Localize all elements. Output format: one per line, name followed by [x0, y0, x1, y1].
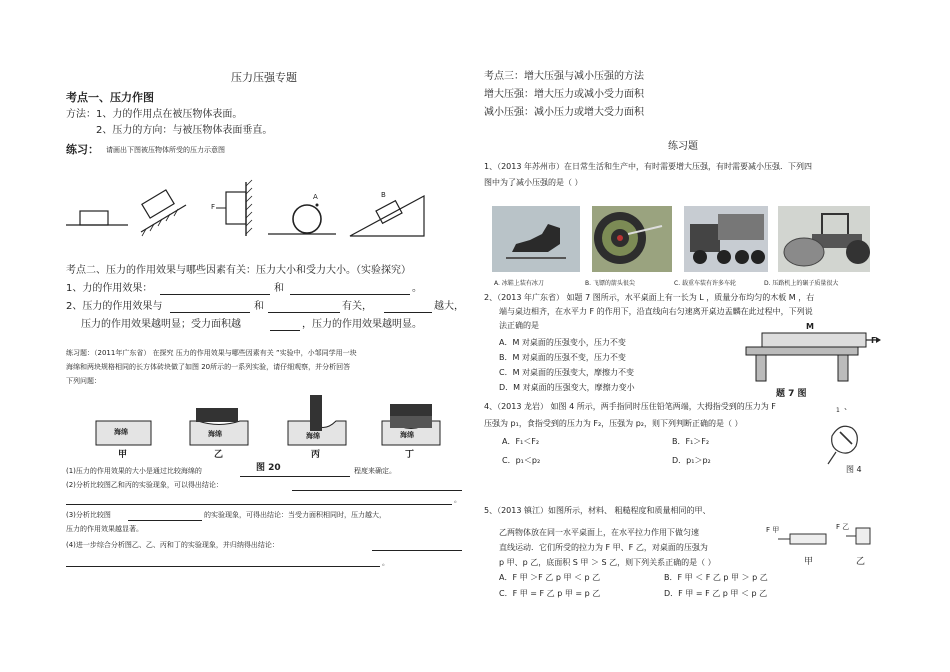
- q2-bigger: 越大，: [434, 301, 464, 312]
- page-title: 压力压强专题: [231, 71, 297, 84]
- fig7-caption: 题 7 图: [776, 389, 807, 399]
- r4-line1-sub: 1: [836, 407, 840, 414]
- caption-C: C. 载重车装有许多车轮: [674, 280, 737, 287]
- q1-end: 。: [412, 283, 422, 294]
- sponge-label-jia: 海绵: [114, 428, 128, 436]
- r5-option-D: D．F 甲 = F 乙 p 甲 ＜ p 乙: [664, 589, 768, 598]
- r5-line1: 5、（2013 镇江）如图所示，材料、 粗糙程度和质量相同的甲、: [484, 506, 711, 515]
- label-B: B: [381, 191, 386, 199]
- fig5-F-yi: F 乙: [836, 523, 850, 531]
- fig-label-bing: 丙: [311, 450, 321, 460]
- fig5-F-jia: F 甲: [766, 526, 780, 534]
- r1-line2: 图中为了减小压强的是（ ）: [484, 178, 583, 187]
- r5-option-B: B．F 甲 ＜ F 乙 p 甲 ＞ p 乙: [664, 573, 768, 582]
- subq3-mid: 的实验现象，可得出结论：当受力面积相同时，压力越大，: [204, 511, 386, 519]
- r5-line4: p 甲、p 乙，底面积 S 甲 ＞ S 乙，则下列关系正确的是（ ）: [499, 558, 716, 567]
- method-2: 2、压力的方向：与被压物体表面垂直。: [96, 125, 273, 136]
- r4-option-B: B．F₁＞F₂: [672, 437, 710, 446]
- practice-label: 练习：: [66, 143, 99, 156]
- fig-label-ding: 丁: [405, 450, 415, 460]
- q1-text: 1、力的作用效果：: [66, 283, 153, 294]
- fig7-M: M: [806, 322, 814, 331]
- block-yi: [856, 528, 870, 544]
- fig-label-yi: 乙: [214, 450, 224, 460]
- r4-option-A: A．F₁＜F₂: [502, 437, 540, 446]
- fig5-label-jia: 甲: [804, 557, 814, 567]
- r2-option-C: C．M 对桌面的压强变大，摩擦力不变: [499, 368, 635, 377]
- method-1: 方法：1、力的作用点在被压物体表面。: [66, 109, 243, 120]
- r4-line1: 4、（2013 龙岩） 如图 4 所示，两手指同时压住铅笔两端，大拇指受到的压力为 F: [484, 402, 776, 411]
- r5-option-A: A．F 甲 ＞F 乙 p 甲 ＜ p 乙: [499, 573, 601, 582]
- caption-A: A. 冰鞋上装有冰刀: [494, 280, 544, 287]
- r2-line2: 端与桌边相齐，在水平力 F 的作用下，沿直线向右匀速离开桌边盂麟在此过程中，下列说: [499, 307, 813, 316]
- exercises-title: 练习题: [668, 141, 698, 152]
- r4-line1-end: 、: [844, 402, 852, 411]
- r2-line1: 2、（2013 年广东省） 如题 7 图所示，水平桌面上有一长为 L ，质量分布均匀的木板 M ，右: [484, 293, 815, 302]
- practice-text: 请画出下图被压物体所受的压力示意图: [106, 146, 225, 154]
- subq1-end: 程度来确定。: [354, 467, 396, 475]
- sponge-label-yi: 海绵: [208, 430, 222, 438]
- label-F-wall: F: [211, 203, 216, 211]
- block-jia: [790, 534, 826, 544]
- r2-line3: 法正确的是: [499, 321, 539, 330]
- subq4-text: (4)进一步综合分析图乙、乙、丙和丁的实验现象，并归纳得出结论：: [66, 541, 279, 549]
- q1-and: 和: [274, 283, 284, 294]
- subq3-line2: 压力的作用效果越显著。: [66, 525, 143, 533]
- r4-option-C: C．p₁＜p₂: [502, 456, 541, 465]
- example-line-3: 下列问题：: [66, 377, 101, 385]
- subq4-end: 。: [382, 559, 389, 567]
- q2-and: 和: [254, 301, 264, 312]
- r5-line2: 乙两物体放在同一水平桌面上，在水平拉力作用下做匀速: [499, 528, 699, 537]
- subq2-text: (2)分析比较图乙和丙的实验现象，可以得出结论：: [66, 481, 223, 489]
- increase-pressure: 增大压强：增大压力或减小受力面积: [484, 89, 644, 100]
- fig7-F: F: [871, 336, 877, 345]
- caption-D: D. 压路机上的碾子质量很大: [764, 280, 839, 287]
- r4-option-D: D．p₁＞p₂: [672, 456, 711, 465]
- q2-line2: 压力的作用效果越明显；受力面积越: [81, 319, 241, 330]
- label-A: A: [313, 193, 318, 201]
- example-line-2: 海绵和两块规格相同的长方体砖块做了如图 20所示的一系列实验，请仔细观察，并分析回答: [66, 363, 351, 371]
- q2-text: 2、压力的作用效果与: [66, 301, 163, 312]
- r2-option-A: A．M 对桌面的压强变小，压力不变: [499, 338, 626, 347]
- r5-option-C: C．F 甲 = F 乙 p 甲 = p 乙: [499, 589, 601, 598]
- kp2-heading: 考点二、压力的作用效果与哪些因素有关：压力大小和受力大小。（实验探究）: [66, 265, 411, 276]
- fig20-caption: 图 20: [256, 463, 281, 473]
- subq3-text: (3)分析比较图: [66, 511, 111, 519]
- q2-related: 有关，: [342, 301, 372, 312]
- kp3-heading: 考点三：增大压强与减小压强的方法: [484, 71, 644, 82]
- decrease-pressure: 减小压强：减小压力或增大受力面积: [484, 107, 644, 118]
- r1-line1: 1、（2013 年苏州市）在日常生活和生产中，有时需要增大压强，有时需要减小压强．下列四: [484, 162, 812, 171]
- fig-label-jia: 甲: [118, 450, 128, 460]
- fig5-label-yi: 乙: [856, 557, 866, 567]
- r2-option-D: D．M 对桌面的压强变大，摩擦力变小: [499, 383, 635, 392]
- sponge-label-ding: 海绵: [400, 431, 414, 439]
- subq1-text: (1)压力的作用效果的大小是通过比较海绵的: [66, 467, 202, 475]
- r4-line2: 压强为 p₁，食指受到的压力为 F₂，压强为 p₂，则下列判断正确的是（ ）: [484, 419, 743, 428]
- q2-line2-end: ，压力的作用效果越明显。: [302, 319, 422, 330]
- r5-line3: 直线运动．它们所受的拉力为 F 甲、F 乙，对桌面的压强为: [499, 543, 708, 552]
- fig4-caption: 图 4: [846, 465, 862, 474]
- r2-option-B: B．M 对桌面的压强不变，压力不变: [499, 353, 626, 362]
- subq2-end: 。: [454, 496, 461, 504]
- kp1-heading: 考点一、压力作图: [66, 91, 154, 104]
- caption-B: B. 飞镖的箭头很尖: [585, 280, 635, 287]
- example-line-1: 练习题：（2011年广东省） 在探究 压力的作用效果与哪些因素有关 ”实验中，小邹同学用一块: [66, 349, 357, 357]
- sponge-label-bing: 海绵: [306, 432, 320, 440]
